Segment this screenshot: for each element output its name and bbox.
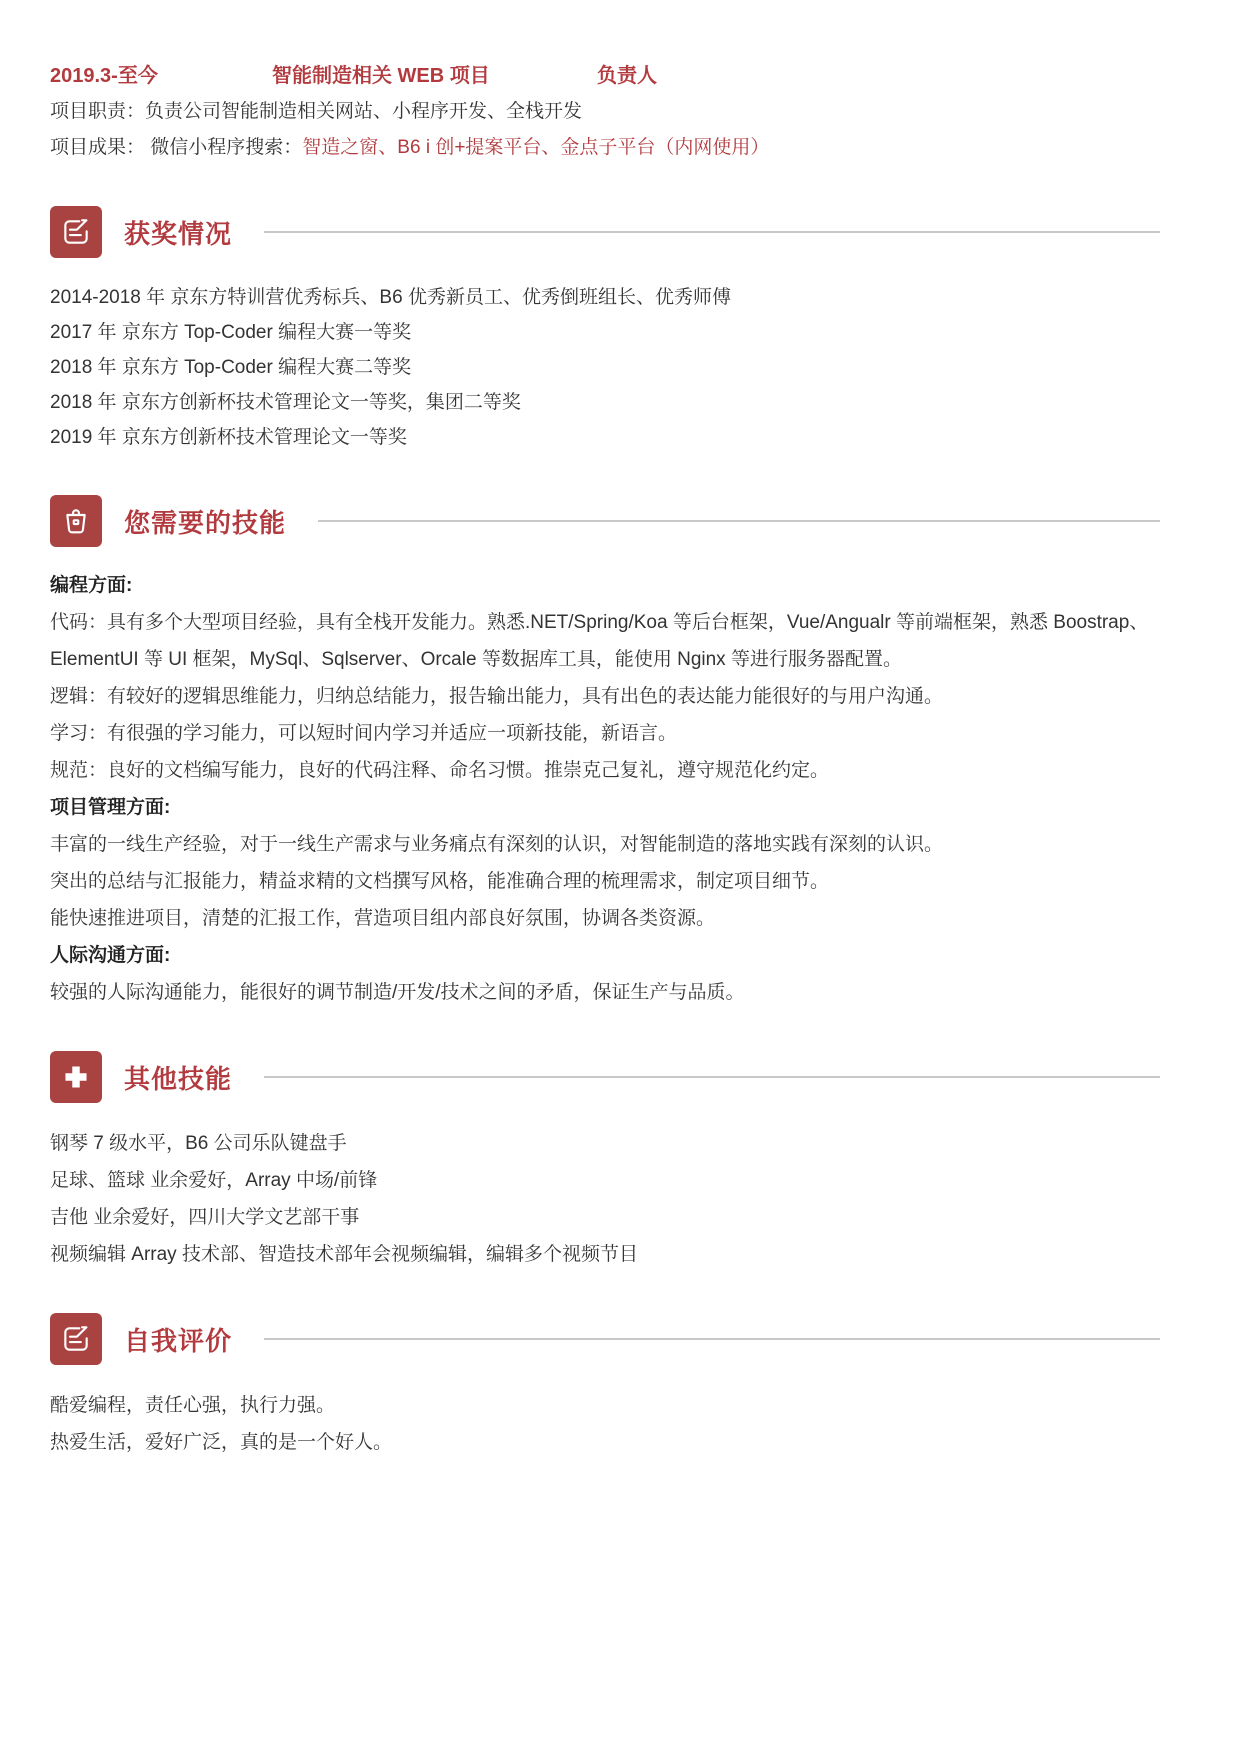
award-item: 2017 年 京东方 Top-Coder 编程大赛一等奖 (50, 322, 412, 343)
section-divider (318, 520, 1160, 522)
skills-group-heading: 人际沟通方面: (50, 945, 171, 966)
project-period: 2019.3-至今 (50, 65, 158, 87)
awards-section-title: 获奖情况 (124, 218, 233, 249)
edit-icon (50, 206, 102, 258)
other-skill-item: 视频编辑 Array 技术部、智造技术部年会视频编辑，编辑多个视频节目 (50, 1244, 638, 1265)
self-evaluation-section (50, 1313, 1190, 1461)
project-header-row (50, 58, 1190, 94)
skills-group-heading: 项目管理方面: (50, 797, 171, 818)
award-item: 2014-2018 年 京东方特训营优秀标兵、B6 优秀新员工、优秀倒班组长、优秀师傅 (50, 287, 731, 308)
award-item: 2019 年 京东方创新杯技术管理论文一等奖 (50, 427, 407, 448)
project-result-prefix: 微信小程序搜索： (145, 137, 303, 158)
other-skills-section (50, 1051, 1190, 1273)
project-result-line (50, 130, 1190, 166)
self-evaluation-item: 酷爱编程，责任心强，执行力强。 (50, 1395, 336, 1416)
skills-body (50, 567, 1190, 1011)
self-evaluation-section-header (50, 1313, 1190, 1365)
award-item: 2018 年 京东方 Top-Coder 编程大赛二等奖 (50, 357, 412, 378)
edit-icon (50, 1313, 102, 1365)
skills-line: 规范：良好的文档编写能力，良好的代码注释、命名习惯。推崇克己复礼，遵守规范化约定。 (50, 760, 830, 781)
project-duty-line (50, 94, 1190, 130)
other-skill-item: 钢琴 7 级水平，B6 公司乐队键盘手 (50, 1133, 347, 1154)
skills-section-header (50, 495, 1190, 547)
section-divider (264, 1076, 1160, 1078)
awards-section (50, 206, 1190, 455)
other-skill-item: 吉他 业余爱好，四川大学文艺部干事 (50, 1207, 360, 1228)
skills-line: 丰富的一线生产经验，对于一线生产需求与业务痛点有深刻的认识，对智能制造的落地实践有深刻的认识。 (50, 834, 944, 855)
self-evaluation-section-title: 自我评价 (124, 1325, 233, 1356)
section-divider (264, 231, 1160, 233)
other-skills-section-title: 其他技能 (124, 1063, 233, 1094)
project-duty-text: 负责公司智能制造相关网站、小程序开发、全栈开发 (145, 101, 583, 122)
project-role: 负责人 (597, 65, 657, 87)
skills-line: 较强的人际沟通能力，能很好的调节制造/开发/技术之间的矛盾，保证生产与品质。 (50, 982, 745, 1003)
skills-line: 学习：有很强的学习能力，可以短时间内学习并适应一项新技能，新语言。 (50, 723, 678, 744)
skills-line: 逻辑：有较好的逻辑思维能力，归纳总结能力，报告输出能力，具有出色的表达能力能很好的与用户沟通。 (50, 686, 944, 707)
skills-section-title: 您需要的技能 (124, 507, 287, 538)
self-evaluation-item: 热爱生活，爱好广泛，真的是一个好人。 (50, 1432, 393, 1453)
skills-line: 突出的总结与汇报能力，精益求精的文档撰写风格，能准确合理的梳理需求，制定项目细节。 (50, 871, 830, 892)
skills-line: 代码：具有多个大型项目经验，具有全栈开发能力。熟悉.NET/Spring/Koa 等后台框架，Vue/Angualr 等前端框架，熟悉 Boostrap、ElementUI 等 UI 框架，MySql、Sqlserver、Orcale 等数据库工具，能使用 Nginx 等进行服务器配置。 (50, 612, 1149, 670)
skills-group-heading: 编程方面: (50, 575, 133, 596)
skills-section (50, 495, 1190, 1011)
section-divider (264, 1338, 1160, 1340)
plus-icon (50, 1051, 102, 1103)
skills-line: 能快速推进项目，清楚的汇报工作，营造项目组内部良好氛围，协调各类资源。 (50, 908, 716, 929)
toolbox-icon (50, 495, 102, 547)
project-name: 智能制造相关 WEB 项目 (272, 65, 490, 87)
awards-section-header (50, 206, 1190, 258)
other-skills-section-header (50, 1051, 1190, 1103)
project-result-highlight: 智造之窗、B6 i 创+提案平台、金点子平台（内网使用） (302, 137, 770, 158)
project-section (50, 58, 1190, 166)
project-result-label: 项目成果： (50, 137, 146, 158)
award-item: 2018 年 京东方创新杯技术管理论文一等奖，集团二等奖 (50, 392, 521, 413)
project-duty-label: 项目职责： (50, 101, 146, 122)
other-skill-item: 足球、篮球 业余爱好，Array 中场/前锋 (50, 1170, 378, 1191)
